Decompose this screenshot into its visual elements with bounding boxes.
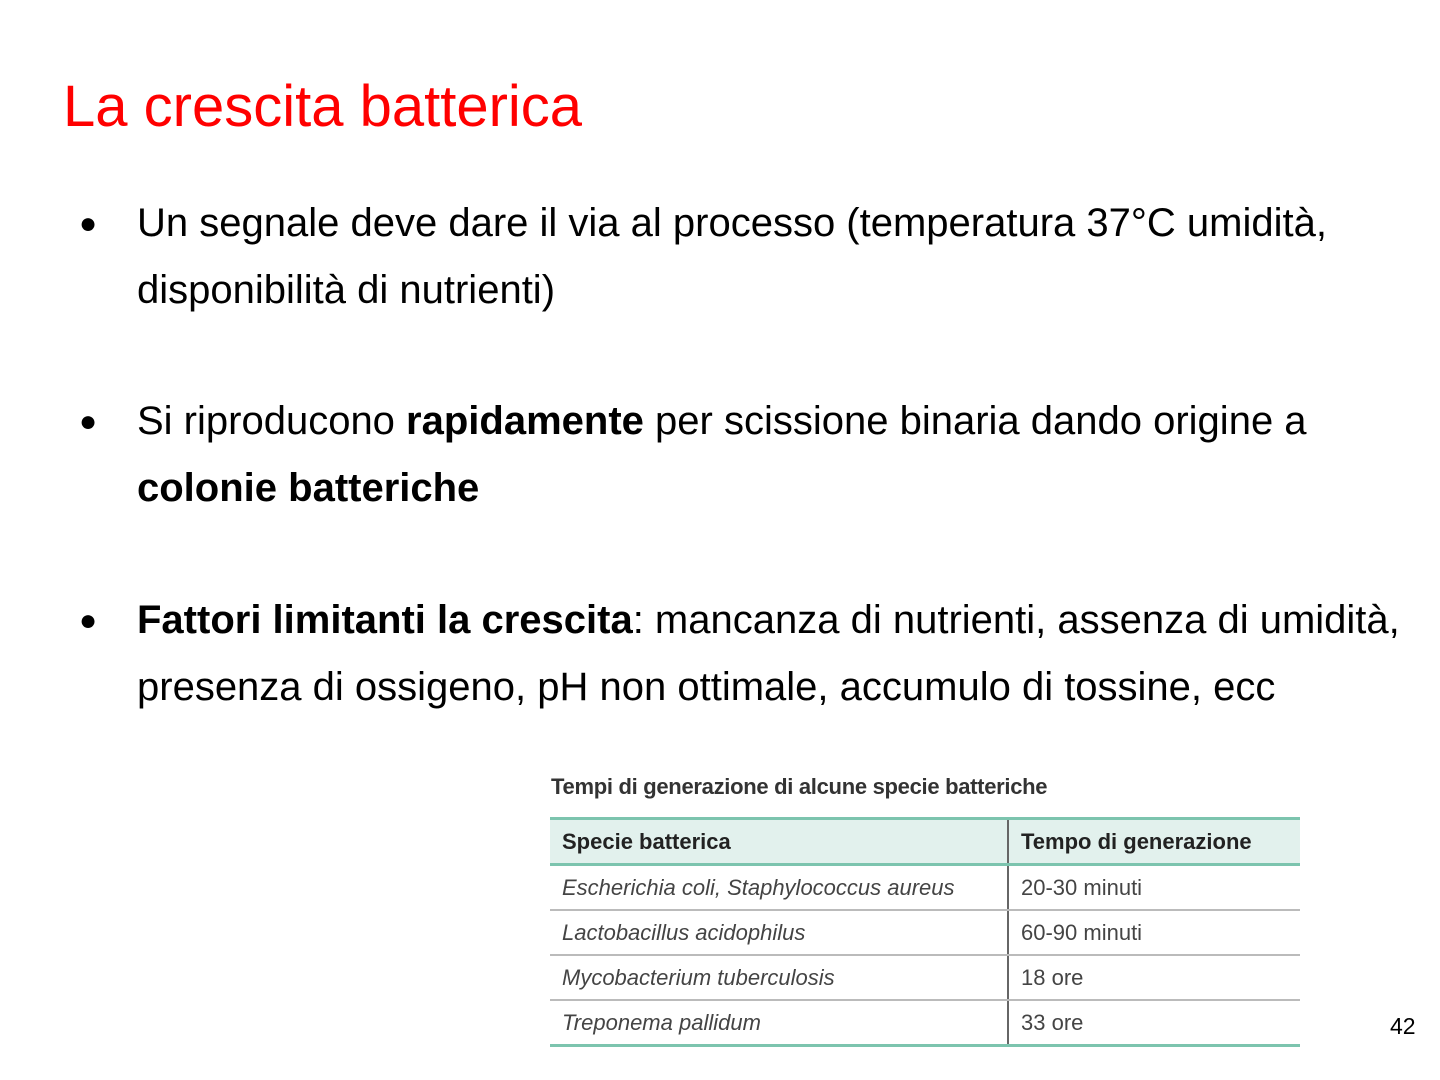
table-row: [550, 955, 1300, 1000]
species-cell: Mycobacterium tuberculosis: [550, 955, 1008, 1000]
bold-text: rapidamente: [406, 399, 644, 443]
column-header: Tempo di generazione: [1008, 819, 1300, 865]
species-cell: Escherichia coli, Staphylococcus aureus: [550, 865, 1008, 911]
table-caption: Tempi di generazione di alcune specie batteriche: [551, 774, 1048, 799]
bullet-item: [79, 190, 1427, 324]
bullet-text: Un segnale deve dare il via al processo (temperatura 37°C umidità, disponibilità di nutrienti): [137, 201, 1327, 312]
generation-times-table: [550, 817, 1300, 1047]
bullet-text: Si riproducono: [137, 399, 407, 443]
time-cell: 33 ore: [1008, 1000, 1300, 1046]
bullet-dot-icon: ●: [79, 604, 98, 637]
table-row: [550, 865, 1300, 911]
bullet-item: [79, 388, 1427, 522]
column-header: Specie batterica: [550, 819, 1008, 865]
bullet-dot-icon: ●: [79, 207, 98, 240]
time-cell: 20-30 minuti: [1008, 865, 1300, 911]
bold-text: Fattori limitanti la crescita: [137, 598, 633, 642]
page-number: 42: [1390, 1013, 1416, 1039]
table-row: [550, 910, 1300, 955]
species-cell: Treponema pallidum: [550, 1000, 1008, 1046]
species-cell: Lactobacillus acidophilus: [550, 910, 1008, 955]
bullet-text: : mancanza di nutrienti, assenza di umidità, presenza di ossigeno, pH non ottimale, accumulo di tossine, ecc: [137, 598, 1400, 709]
time-cell: 60-90 minuti: [1008, 910, 1300, 955]
bullet-dot-icon: ●: [79, 405, 98, 438]
bullet-text: per scissione binaria dando origine a: [643, 399, 1307, 443]
bold-text: colonie batteriche: [137, 466, 480, 510]
table-row: [550, 1000, 1300, 1046]
bullet-item: [79, 587, 1427, 721]
time-cell: 18 ore: [1008, 955, 1300, 1000]
table-header-row: [550, 819, 1300, 865]
slide-title: La crescita batterica: [63, 74, 583, 139]
